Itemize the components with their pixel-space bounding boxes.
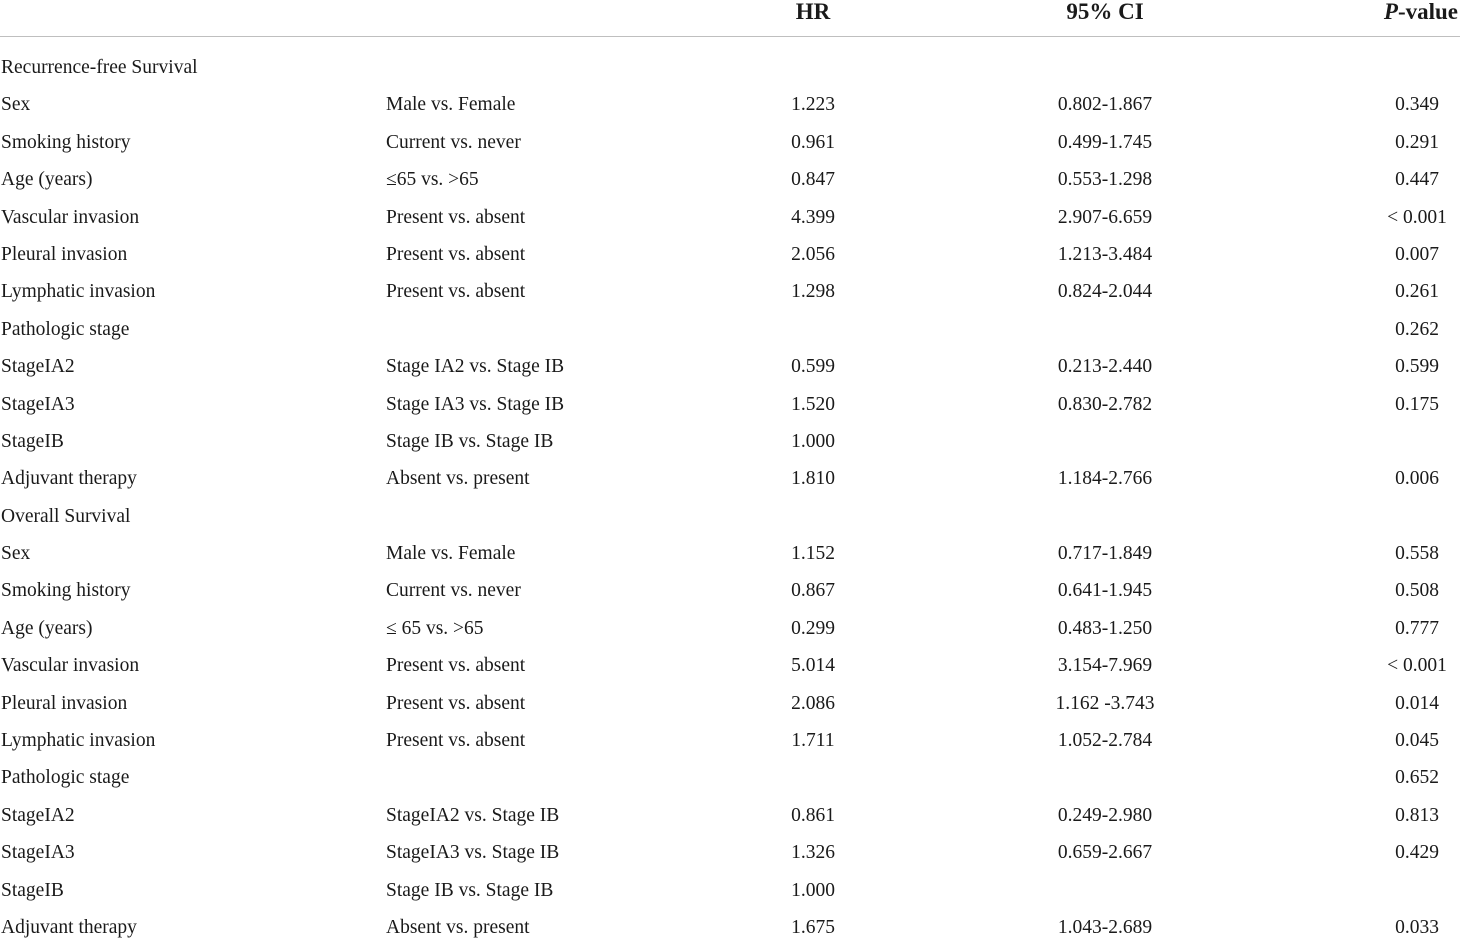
p-value-cell: 0.175: [1395, 393, 1439, 415]
comparison-cell: Stage IA2 vs. Stage IB: [386, 356, 565, 378]
table-row: [0, 647, 1460, 684]
ci-cell: 0.553-1.298: [1057, 169, 1153, 191]
p-value-cell: 0.262: [1395, 318, 1439, 340]
variable-cell: Lymphatic invasion: [1, 281, 156, 303]
table-row: [0, 759, 1460, 796]
variable-cell: Sex: [1, 543, 31, 565]
p-value-cell: 0.291: [1395, 131, 1439, 153]
p-value-cell: 0.033: [1395, 916, 1439, 938]
variable-cell: Age (years): [1, 169, 93, 191]
ci-cell: 0.717-1.849: [1057, 543, 1153, 565]
hr-cell: 2.086: [791, 692, 835, 714]
comparison-cell: Present vs. absent: [386, 730, 526, 752]
p-value-cell: 0.558: [1395, 543, 1439, 565]
p-value-cell: 0.447: [1395, 169, 1439, 191]
p-value-cell: 0.652: [1395, 767, 1439, 789]
table-row: [0, 49, 1460, 86]
column-header-p-rest: -value: [1397, 0, 1458, 24]
ci-cell: 0.824-2.044: [1057, 281, 1153, 303]
table-row: [0, 311, 1460, 348]
comparison-cell: Present vs. absent: [386, 655, 526, 677]
variable-cell: Sex: [1, 94, 31, 116]
column-header-hr: HR: [795, 0, 831, 24]
ci-cell: 2.907-6.659: [1057, 206, 1153, 228]
variable-cell: Lymphatic invasion: [1, 730, 156, 752]
table-row: [0, 572, 1460, 609]
ci-cell: 1.162 -3.743: [1055, 692, 1155, 714]
variable-cell: Smoking history: [1, 580, 131, 602]
hr-cell: 0.961: [791, 131, 835, 153]
table-row: [0, 685, 1460, 722]
hr-cell: 1.675: [791, 916, 835, 938]
table-row: [0, 86, 1460, 123]
variable-cell: StageIA3: [1, 393, 75, 415]
ci-cell: 0.641-1.945: [1057, 580, 1153, 602]
comparison-cell: Present vs. absent: [386, 692, 526, 714]
hr-cell: 0.599: [791, 356, 835, 378]
column-header-p-value: [1384, 0, 1458, 26]
hr-cell: 4.399: [791, 206, 835, 228]
ci-cell: 0.249-2.980: [1057, 804, 1153, 826]
ci-cell: 0.659-2.667: [1057, 842, 1153, 864]
table-row: [0, 348, 1460, 385]
variable-cell: Age (years): [1, 617, 93, 639]
table-header-row: [0, 0, 1460, 37]
variable-cell: Smoking history: [1, 131, 131, 153]
variable-cell: Overall Survival: [1, 505, 131, 527]
comparison-cell: Current vs. never: [386, 131, 521, 153]
hr-cell: 1.298: [791, 281, 835, 303]
p-value-cell: 0.777: [1395, 617, 1439, 639]
hr-cell: 1.223: [791, 94, 835, 116]
p-value-cell: 0.599: [1395, 356, 1439, 378]
table-row: [0, 386, 1460, 423]
p-value-cell: 0.014: [1395, 692, 1439, 714]
variable-cell: StageIB: [1, 430, 64, 452]
p-value-cell: 0.813: [1395, 804, 1439, 826]
hr-cell: 0.299: [791, 617, 835, 639]
comparison-cell: Present vs. absent: [386, 206, 526, 228]
comparison-cell: Stage IB vs. Stage IB: [386, 879, 554, 901]
ci-cell: 3.154-7.969: [1057, 655, 1153, 677]
comparison-cell: Male vs. Female: [386, 543, 516, 565]
column-header-ci: 95% CI: [1066, 0, 1144, 24]
p-value-cell: 0.007: [1395, 243, 1439, 265]
variable-cell: Recurrence-free Survival: [1, 57, 198, 78]
ci-cell: 0.830-2.782: [1057, 393, 1153, 415]
comparison-cell: Absent vs. present: [386, 468, 530, 490]
hr-cell: 1.000: [791, 430, 835, 452]
hr-cell: 1.711: [791, 730, 835, 752]
comparison-cell: Stage IA3 vs. Stage IB: [386, 393, 565, 415]
ci-cell: 1.213-3.484: [1057, 243, 1153, 265]
variable-cell: Adjuvant therapy: [1, 468, 137, 490]
table-row: [0, 797, 1460, 834]
table-row: [0, 872, 1460, 909]
variable-cell: StageIA3: [1, 842, 75, 864]
variable-cell: Adjuvant therapy: [1, 916, 137, 938]
p-value-cell: 0.429: [1395, 842, 1439, 864]
ci-cell: 0.802-1.867: [1057, 94, 1153, 116]
table-row: [0, 535, 1460, 572]
comparison-cell: StageIA3 vs. Stage IB: [386, 842, 560, 864]
table-row: [0, 460, 1460, 497]
ci-cell: 0.499-1.745: [1057, 131, 1153, 153]
hr-cell: 2.056: [791, 243, 835, 265]
table-row: [0, 834, 1460, 871]
comparison-cell: StageIA2 vs. Stage IB: [386, 804, 560, 826]
table-row: [0, 124, 1460, 161]
variable-cell: Pathologic stage: [1, 318, 130, 340]
variable-cell: Pathologic stage: [1, 767, 130, 789]
table-row: [0, 722, 1460, 759]
p-value-cell: < 0.001: [1387, 655, 1447, 677]
table-row: [0, 423, 1460, 460]
table-row: [0, 161, 1460, 198]
table-row: [0, 909, 1460, 946]
ci-cell: 1.052-2.784: [1057, 730, 1153, 752]
hr-cell: 1.810: [791, 468, 835, 490]
hr-cell: 0.867: [791, 580, 835, 602]
hr-cell: 1.326: [791, 842, 835, 864]
ci-cell: 1.184-2.766: [1057, 468, 1153, 490]
table-row: [0, 273, 1460, 310]
variable-cell: StageIA2: [1, 804, 75, 826]
hr-cell: 0.861: [791, 804, 835, 826]
comparison-cell: ≤ 65 vs. >65: [386, 617, 484, 639]
table-body: [0, 49, 1460, 946]
comparison-cell: Stage IB vs. Stage IB: [386, 430, 554, 452]
hr-cell: 5.014: [791, 655, 835, 677]
ci-cell: 0.213-2.440: [1057, 356, 1153, 378]
table-row: [0, 236, 1460, 273]
ci-cell: 1.043-2.689: [1057, 916, 1153, 938]
hr-cell: 1.152: [791, 543, 835, 565]
p-value-cell: 0.261: [1395, 281, 1439, 303]
variable-cell: Pleural invasion: [1, 692, 128, 714]
variable-cell: Vascular invasion: [1, 655, 140, 677]
variable-cell: StageIB: [1, 879, 64, 901]
p-value-cell: 0.006: [1395, 468, 1439, 490]
p-value-cell: 0.045: [1395, 730, 1439, 752]
comparison-cell: Absent vs. present: [386, 916, 530, 938]
table-row: [0, 498, 1460, 535]
p-value-cell: 0.349: [1395, 94, 1439, 116]
variable-cell: Pleural invasion: [1, 243, 128, 265]
table-row: [0, 199, 1460, 236]
comparison-cell: Present vs. absent: [386, 281, 526, 303]
hr-cell: 1.000: [791, 879, 835, 901]
p-value-cell: < 0.001: [1387, 206, 1447, 228]
comparison-cell: ≤65 vs. >65: [386, 169, 479, 191]
comparison-cell: Present vs. absent: [386, 243, 526, 265]
comparison-cell: Current vs. never: [386, 580, 521, 602]
variable-cell: Vascular invasion: [1, 206, 140, 228]
variable-cell: StageIA2: [1, 356, 75, 378]
ci-cell: 0.483-1.250: [1057, 617, 1153, 639]
hr-cell: 0.847: [791, 169, 835, 191]
comparison-cell: Male vs. Female: [386, 94, 516, 116]
column-header-p-italic: P: [1383, 0, 1398, 24]
hr-cell: 1.520: [791, 393, 835, 415]
p-value-cell: 0.508: [1395, 580, 1439, 602]
table-row: [0, 610, 1460, 647]
